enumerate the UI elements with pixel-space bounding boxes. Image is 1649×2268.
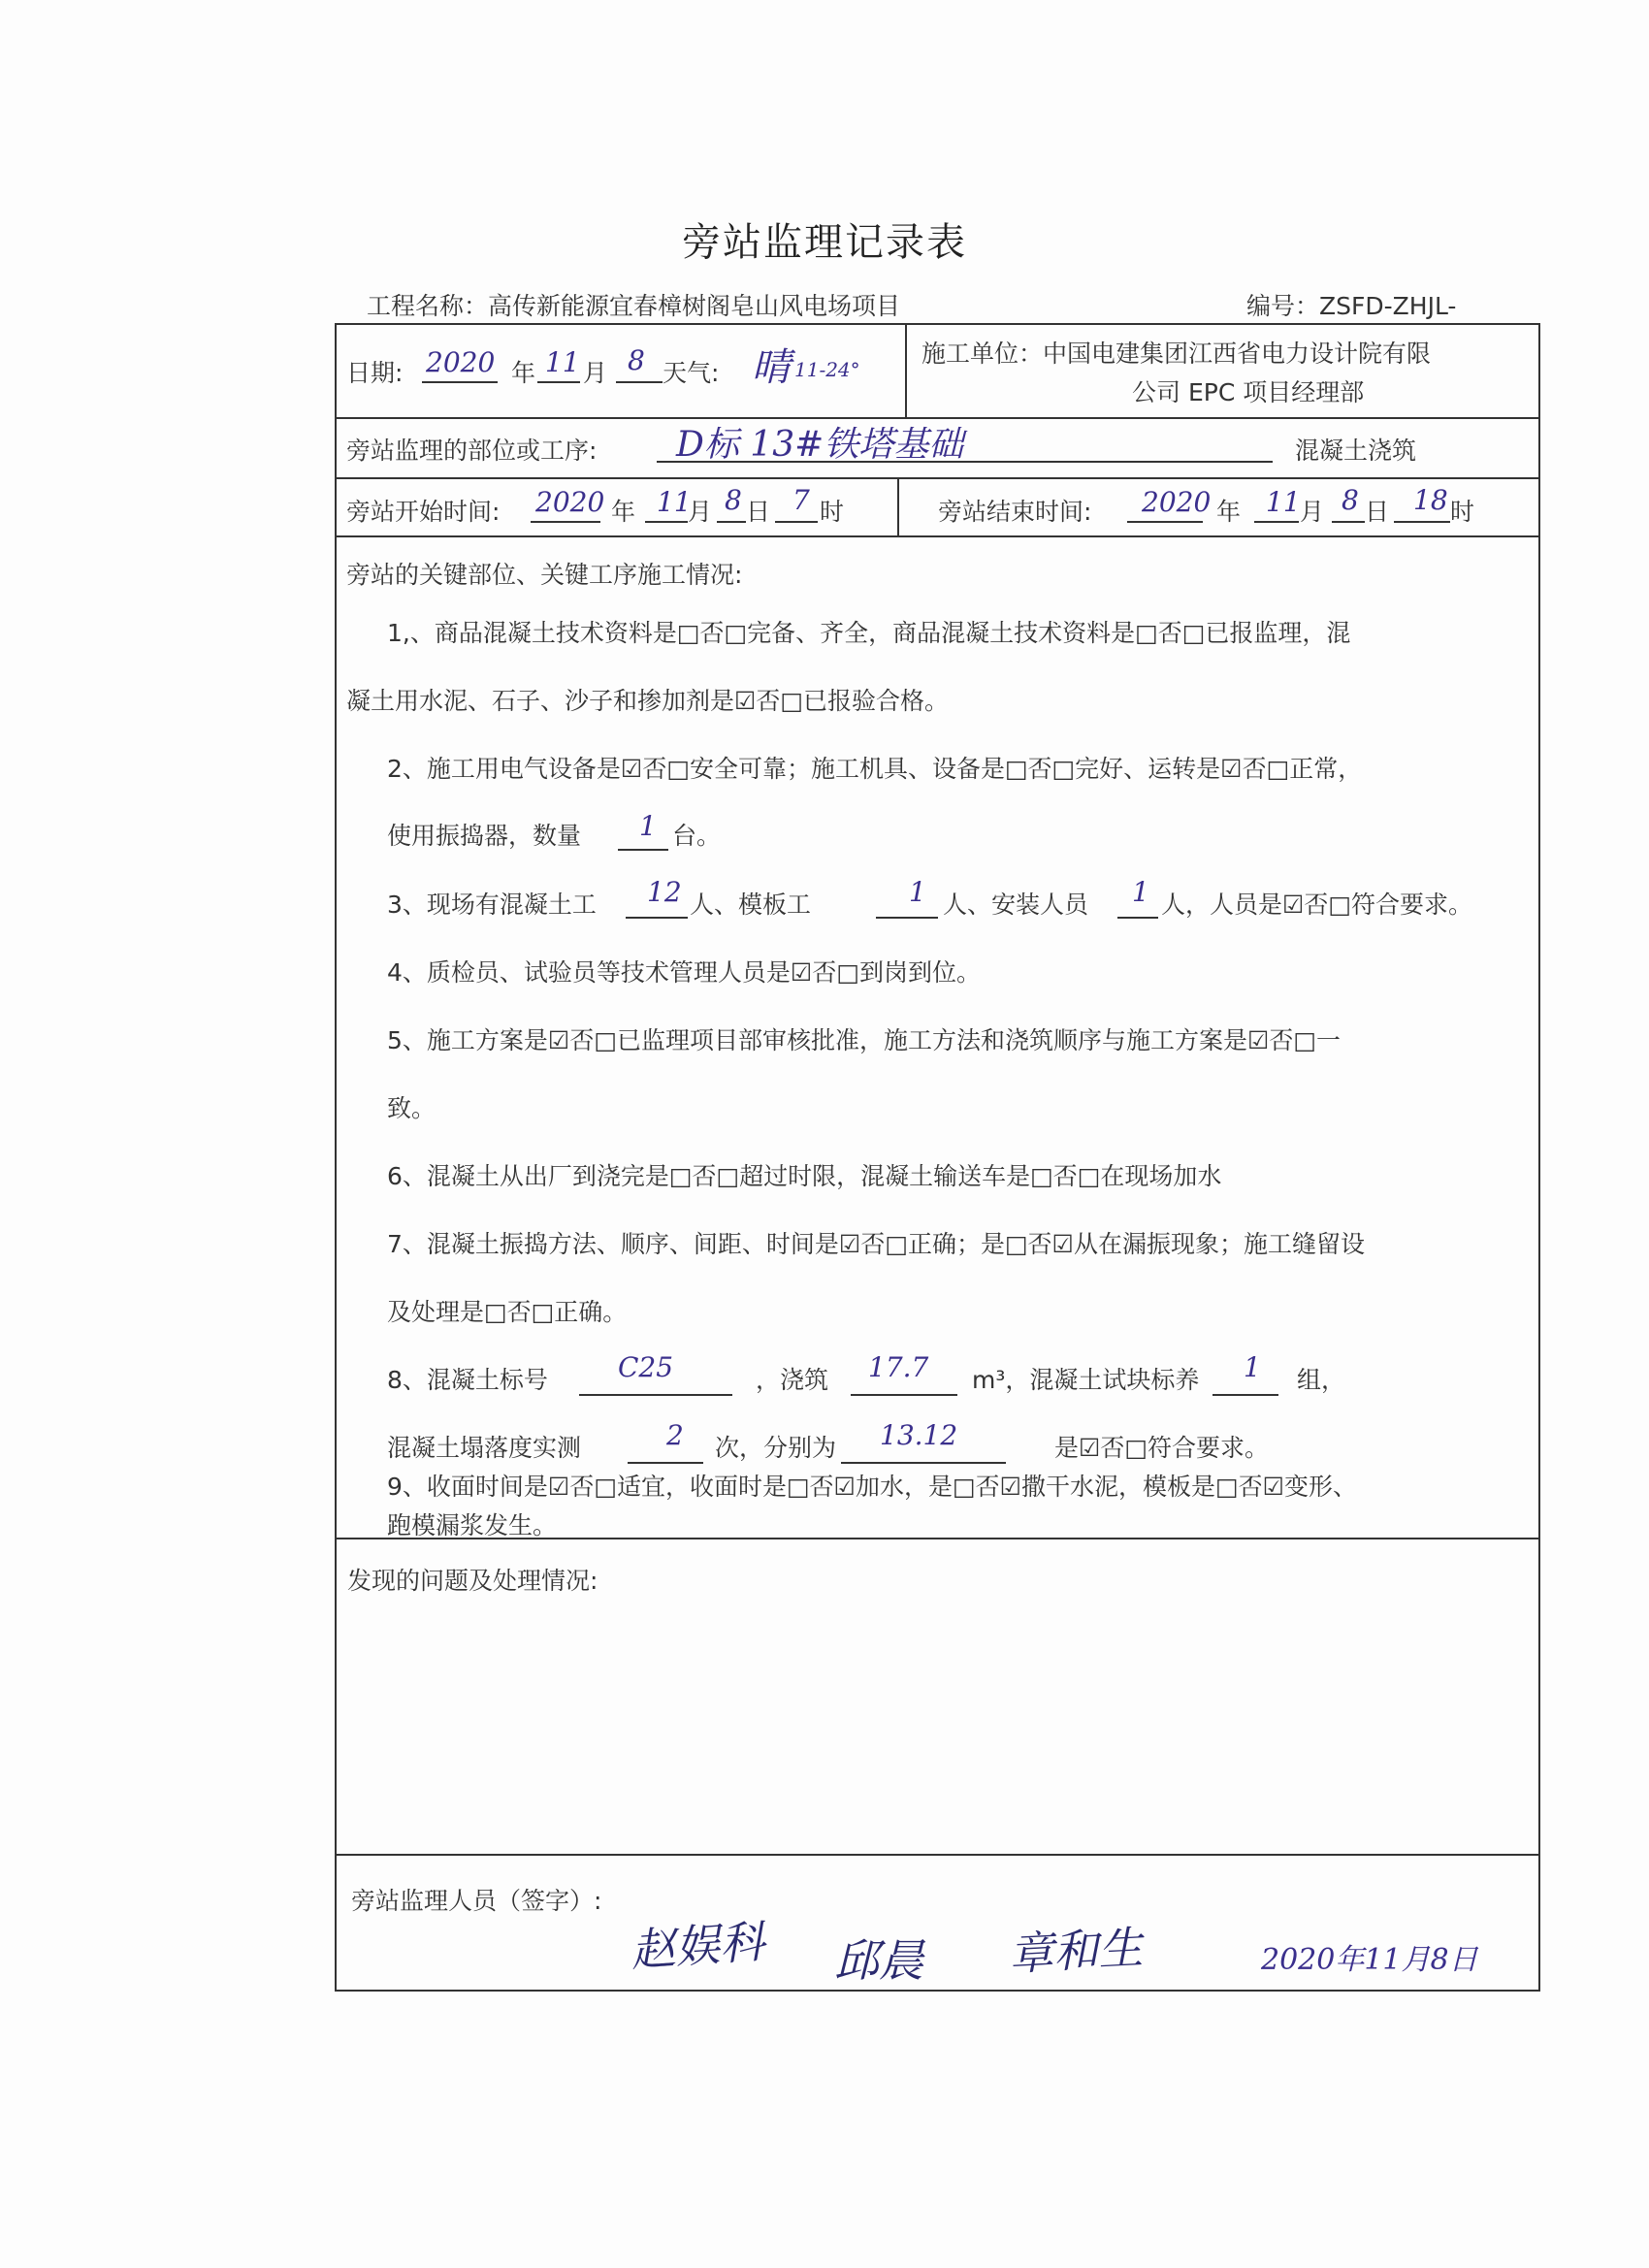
test-block-groups: 1 <box>1244 1351 1261 1383</box>
item-8b-mid: 次，分别为 <box>715 1434 837 1462</box>
end-month: 11 <box>1266 486 1301 518</box>
location-label: 旁站监理的部位或工序: <box>346 437 598 465</box>
item-1b: 凝土用水泥、石子、沙子和掺加剂是☑否□已报验合格。 <box>346 687 950 715</box>
item-5b: 致。 <box>387 1094 436 1122</box>
row-divider <box>337 477 1538 479</box>
concrete-workers: 12 <box>647 876 682 908</box>
row-divider <box>337 535 1538 537</box>
year-value: 2020 <box>426 346 496 378</box>
temperature-value: 11-24° <box>794 358 860 381</box>
slump-values: 13.12 <box>880 1419 958 1451</box>
end-time-label: 旁站结束时间: <box>938 498 1092 526</box>
item-8b-pre: 混凝土塌落度实测 <box>387 1434 582 1462</box>
slump-test-count: 2 <box>666 1419 684 1451</box>
date-label: 日期: <box>346 359 404 387</box>
end-hour: 18 <box>1413 484 1448 516</box>
start-year-unit: 年 <box>611 498 636 526</box>
end-hour-unit: 时 <box>1450 498 1475 526</box>
weather-value: 晴 <box>752 345 791 390</box>
end-month-unit: 月 <box>1300 498 1325 526</box>
month-unit: 月 <box>583 359 608 387</box>
body-heading: 旁站的关键部位、关键工序施工情况: <box>346 561 743 589</box>
process-name: 混凝土浇筑 <box>1295 437 1417 465</box>
item-2b-post: 台。 <box>672 822 722 850</box>
item-9a: 9、收面时间是☑否□适宜，收面时是□否☑加水，是□否☑撒干水泥，模板是□否☑变形、 <box>387 1473 1358 1501</box>
weather-label: 天气: <box>663 359 720 387</box>
year-unit: 年 <box>511 359 536 387</box>
item-7a: 7、混凝土振捣方法、顺序、间距、时间是☑否□正确；是□否☑从在漏振现象；施工缝留设 <box>387 1230 1365 1258</box>
document-code: 编号：ZSFD-ZHJL- <box>1246 292 1457 320</box>
item-7b: 及处理是□否□正确。 <box>387 1298 628 1326</box>
end-year: 2020 <box>1142 486 1212 518</box>
installers: 1 <box>1132 876 1149 908</box>
start-day: 8 <box>725 484 742 516</box>
item-3-mid2: 人、安装人员 <box>943 891 1089 919</box>
start-time-label: 旁站开始时间: <box>346 498 501 526</box>
item-3-pre: 3、现场有混凝土工 <box>387 891 597 919</box>
month-value: 11 <box>545 346 580 378</box>
record-form <box>335 323 1540 1992</box>
item-9b: 跑模漏浆发生。 <box>387 1511 558 1539</box>
item-4: 4、质检员、试验员等技术管理人员是☑否□到岗到位。 <box>387 958 981 987</box>
item-8b-post: 是☑否□符合要求。 <box>1054 1434 1270 1462</box>
signature-3: 章和生 <box>1007 1921 1145 1981</box>
item-6: 6、混凝土从出厂到浇完是□否□超过时限，混凝土输送车是□否□在现场加水 <box>387 1162 1222 1190</box>
pour-volume: 17.7 <box>868 1351 929 1383</box>
signature-1: 赵娱科 <box>629 1915 766 1977</box>
formwork-workers: 1 <box>909 876 926 908</box>
contractor-label-cont: 公司 EPC 项目经理部 <box>1132 378 1365 406</box>
row-divider <box>337 1854 1538 1856</box>
item-5a: 5、施工方案是☑否□已监理项目部审核批准，施工方法和浇筑顺序与施工方案是☑否□一 <box>387 1026 1341 1054</box>
end-day-unit: 日 <box>1365 498 1390 526</box>
item-2b-pre: 使用振捣器，数量 <box>387 822 582 850</box>
column-divider <box>897 477 899 535</box>
item-2a: 2、施工用电气设备是☑否□安全可靠；施工机具、设备是□否□完好、运转是☑否□正常， <box>387 755 1363 783</box>
signature-date: 2020年11月8日 <box>1261 1943 1478 1977</box>
start-year: 2020 <box>535 486 605 518</box>
start-day-unit: 日 <box>746 498 771 526</box>
start-month: 11 <box>657 486 692 518</box>
start-hour-unit: 时 <box>820 498 845 526</box>
item-8-post: 组， <box>1297 1366 1346 1394</box>
signature-label: 旁站监理人员（签字）: <box>351 1887 602 1915</box>
signature-2: 邱晨 <box>834 1934 923 1987</box>
item-8-pre: 8、混凝土标号 <box>387 1366 548 1394</box>
start-month-unit: 月 <box>688 498 713 526</box>
issues-label: 发现的问题及处理情况: <box>347 1567 598 1595</box>
end-day: 8 <box>1342 484 1359 516</box>
project-name: 工程名称：高传新能源宜春樟树阁皂山风电场项目 <box>367 292 901 320</box>
contractor-label: 施工单位：中国电建集团江西省电力设计院有限 <box>922 340 1432 368</box>
concrete-grade: C25 <box>618 1351 674 1383</box>
item-3-post: 人，人员是☑否□符合要求。 <box>1161 891 1473 919</box>
location-value: D标 13#铁塔基础 <box>676 425 964 465</box>
item-3-mid1: 人、模板工 <box>690 891 812 919</box>
column-divider <box>905 325 907 417</box>
end-year-unit: 年 <box>1216 498 1242 526</box>
vibrator-count: 1 <box>639 810 657 842</box>
start-hour: 7 <box>792 484 810 516</box>
item-8-mid: ，浇筑 <box>756 1366 829 1394</box>
page-title: 旁站监理记录表 <box>682 220 967 265</box>
item-1a: 1,、商品混凝土技术资料是□否□完备、齐全，商品混凝土技术资料是□否□已报监理，混 <box>387 619 1351 647</box>
item-8-unit: m³，混凝土试块标养 <box>972 1366 1200 1394</box>
day-value: 8 <box>628 344 645 376</box>
